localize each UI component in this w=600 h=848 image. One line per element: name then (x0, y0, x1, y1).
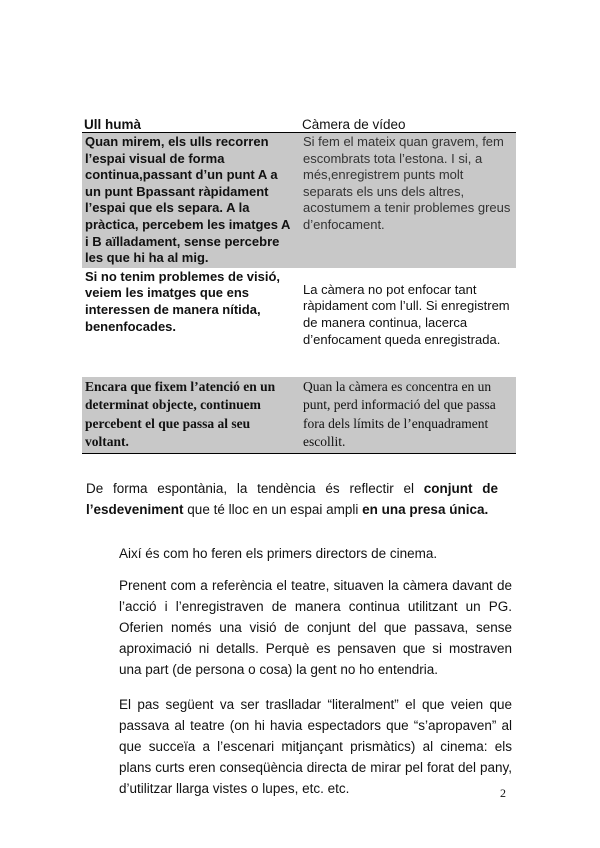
cell-eye-scanning: Quan mirem, els ulls recorren l’espai visual de forma continua,passant d’un punt A a un punt Bpassant ràpidament l’espai que els separa. A la pràctica, percebem les imatges A i B aïlladament, sense percebre les que hi ha al mig. (82, 133, 300, 268)
table-header-row (82, 117, 516, 133)
paragraph-next-step: El pas següent va ser traslladar “literalment” el que veien que passava al teatre (on hi havia espectadors que “s’apropaven” al que succeïa a l’escenari mitjançant prismàtics) al cinema: els plans curts eren conseqüència directa de mirar pel forat del pany, d’utilitzar llarga vistes o lupes, etc. etc. (119, 697, 512, 796)
cell-camera-focus: La càmera no pot enfocar tant ràpidament com l’ull. Si enregistrem de manera continua, lacerca d’enfocament queda enregistrada. (303, 281, 510, 347)
cell-eye-attention: Encara que fixem l’atenció en un determinat objecte, continuem percebent el que passa al seu voltant. (82, 377, 300, 454)
comparison-table (82, 117, 516, 454)
p1-text-a: De forma espontània, la tendència és reflectir el (86, 481, 424, 496)
p1-bold-single-take: en una presa única. (362, 502, 489, 517)
paragraph-theatre-reference: Prenent com a referència el teatre, situaven la càmera davant de l’acció i l’enregistraven de manera continua utilitzant un PG. Oferien només una visió de conjunt del que passava, sense aproximació ni detalls. Perquè es pensaven que si mostraven una part (de persona o cosa) la gent no ho entendria. (119, 578, 512, 677)
cell-eye-focus: Si no tenim problemes de visió, veiem les imatges que ens interessen de manera nítida, benenfocades. (85, 268, 281, 334)
table-row (82, 377, 516, 454)
table-row (82, 133, 516, 268)
p1-text-c: que té lloc en un espai ampli (183, 502, 363, 517)
cell-camera-attention: Quan la càmera es concentra en un punt, perd informació del que passa fora dels límits de l’enquadrament escollit. (300, 377, 516, 454)
paragraph-spontaneous-tendency (86, 478, 498, 520)
header-human-eye: Ull humà (82, 117, 300, 133)
cell-camera-scanning: Si fem el mateix quan gravem, fem escombrats tota l’estona. I si, a més,enregistrem punts molt separats els uns dels altres, acostumem a tenir problemes greus d’enfocament. (300, 133, 516, 268)
table-row (82, 268, 516, 377)
p1-bold-whole-event: conjunt de l’esdeveniment (86, 481, 498, 517)
header-video-camera: Càmera de vídeo (300, 117, 516, 133)
page-number: 2 (500, 786, 506, 800)
paragraph-first-directors: Així és com ho feren els primers directors de cinema. (119, 546, 438, 561)
